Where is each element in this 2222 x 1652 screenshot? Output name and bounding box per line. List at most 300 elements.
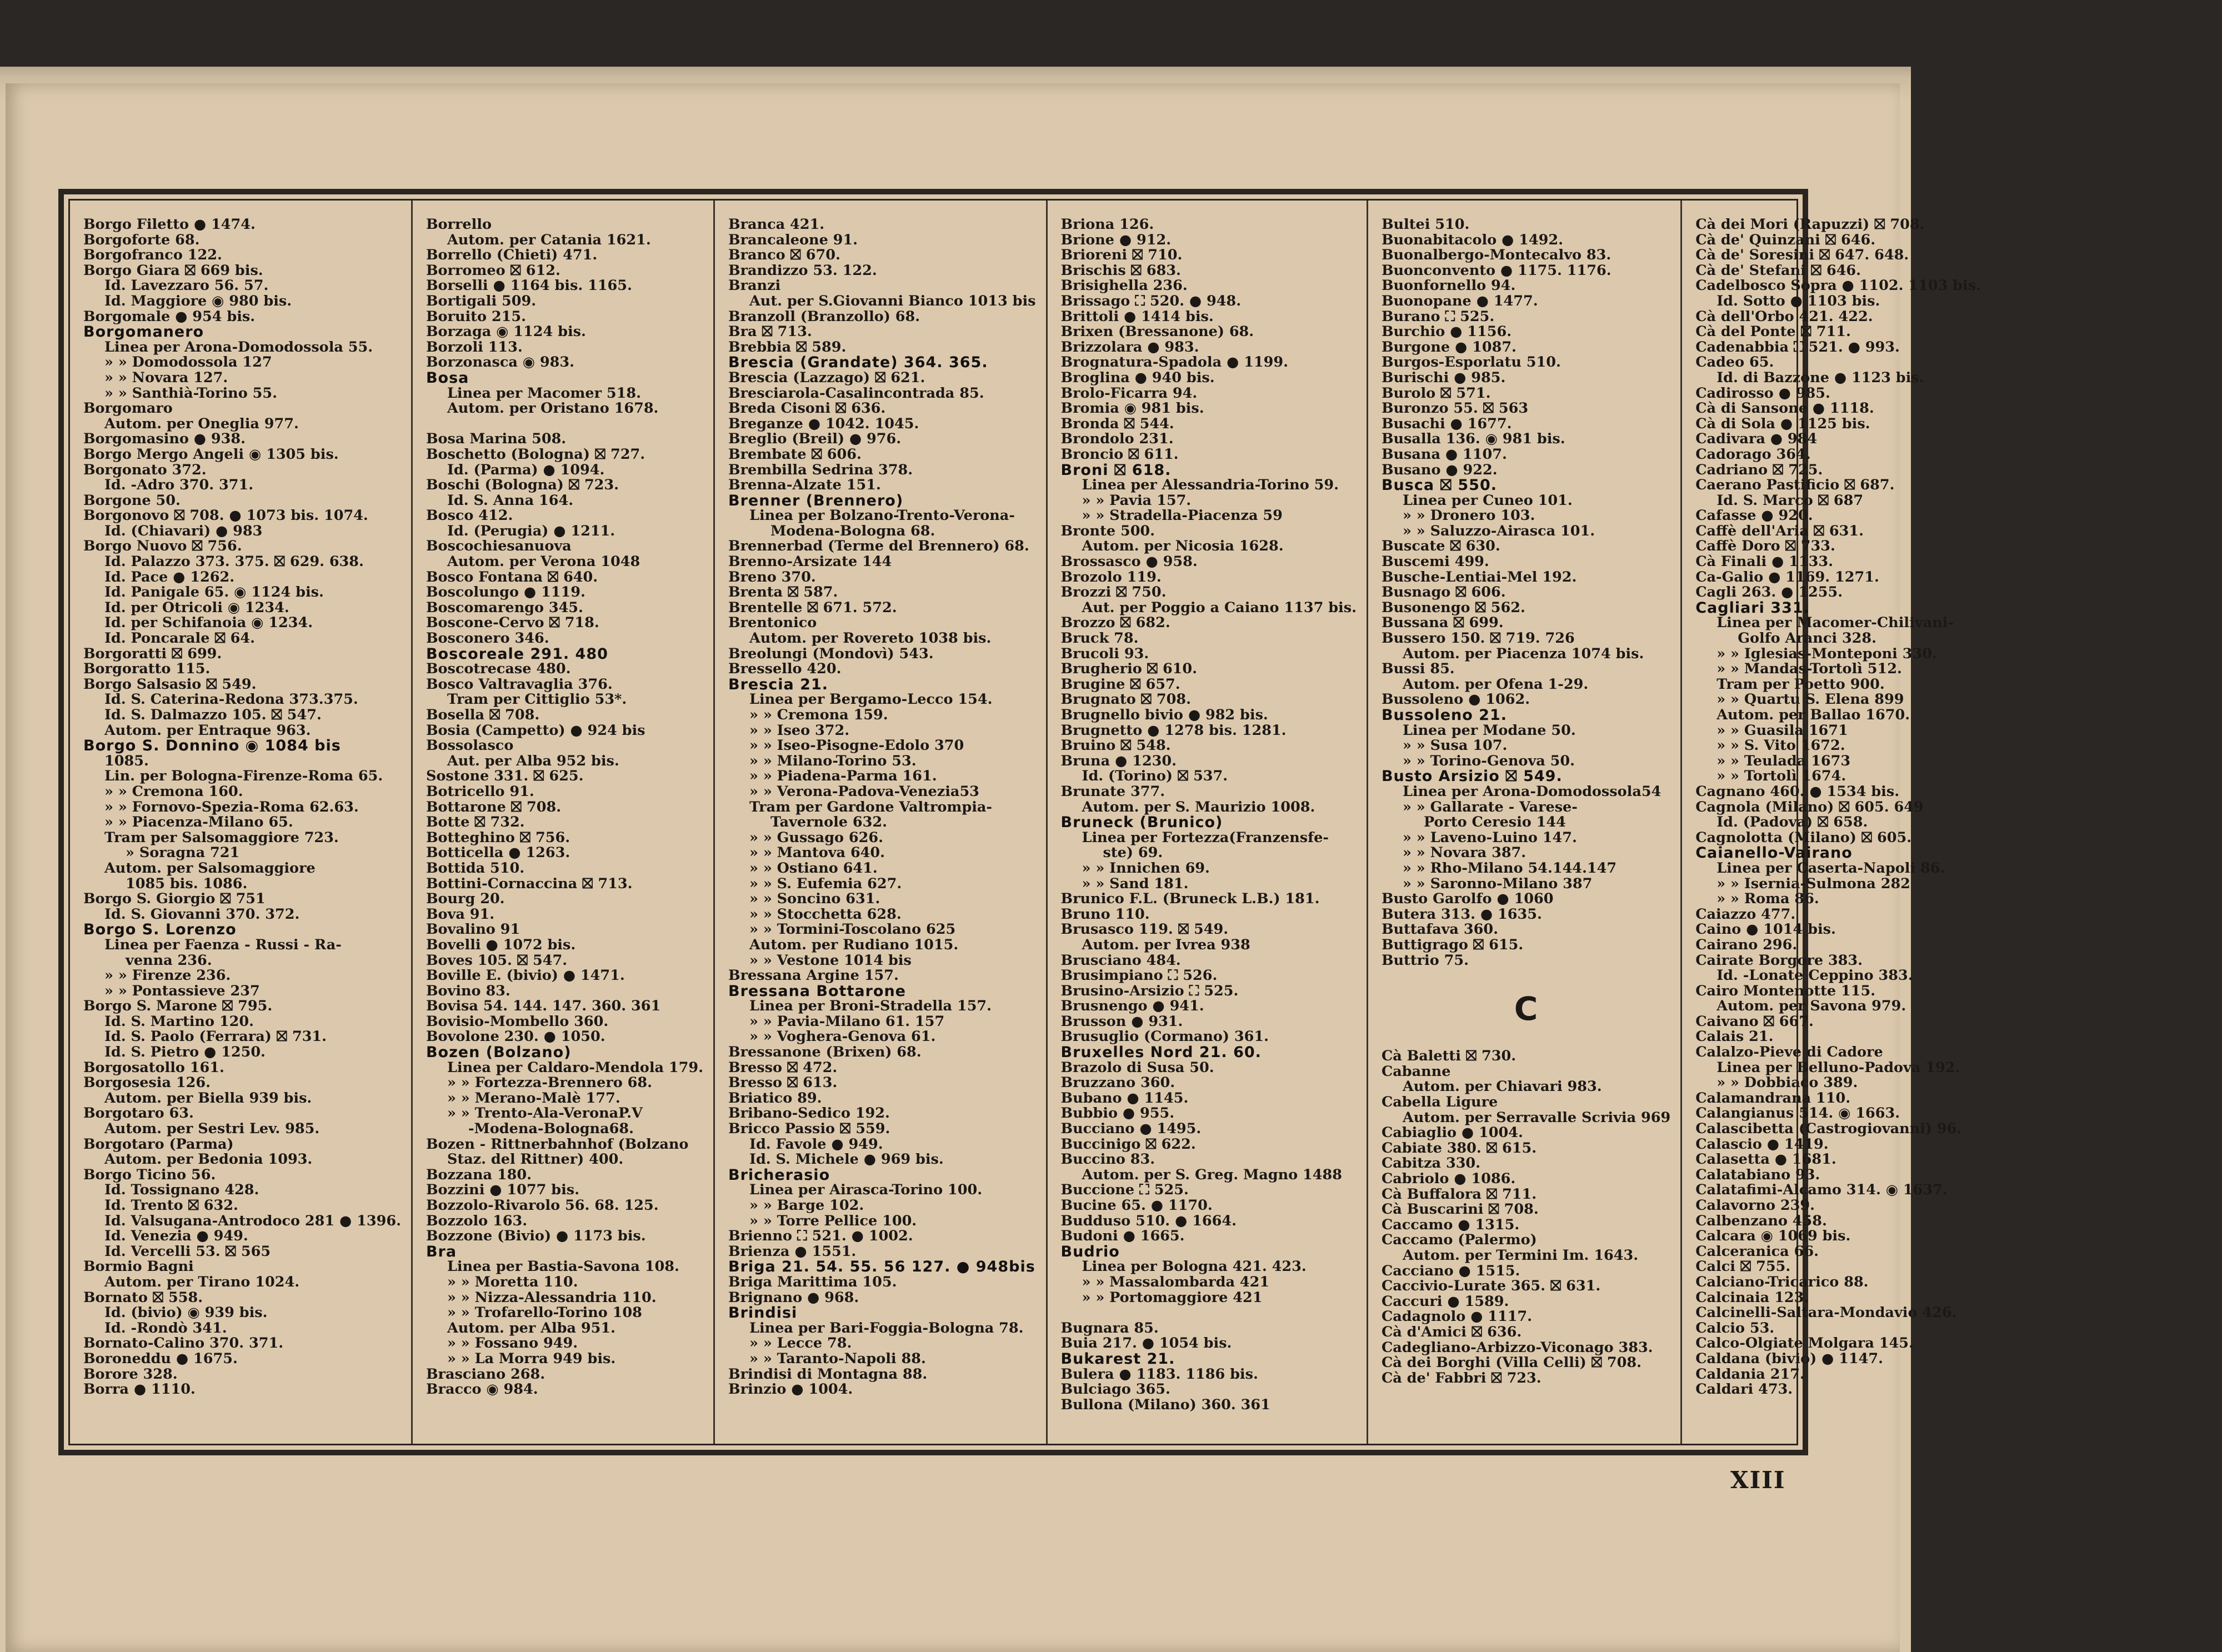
index-entry: Autom. per Catania 1621.: [447, 231, 651, 248]
index-entry: Id. S. Paolo (Ferrara) ⛝ 731.: [104, 1028, 327, 1045]
index-entry: Autom. per Biella 939 bis.: [104, 1089, 312, 1107]
index-entry: Bozen - Rittnerbahnhof (Bolzano: [426, 1135, 689, 1153]
index-entry: Calasetta ● 1681.: [1695, 1151, 1836, 1168]
index-entry: Cagnano 460. ● 1534 bis.: [1695, 783, 1900, 800]
index-entry: » » Merano-Malè 177.: [447, 1089, 620, 1107]
index-entry: Breda Cisoni ⛝ 636.: [728, 400, 886, 417]
index-entry: Bulera ● 1183. 1186 bis.: [1060, 1365, 1258, 1383]
index-entry: Calascio ● 1419.: [1695, 1135, 1829, 1153]
index-entry: Id. Panigale 65. ◉ 1124 bis.: [104, 584, 324, 601]
index-entry: Autom. per Tirano 1024.: [104, 1273, 300, 1290]
section-letter: C: [1514, 989, 1538, 1028]
index-entry: Autom. per Rovereto 1038 bis.: [749, 630, 992, 647]
index-entry: Linea per Caserta-Napoli 86.: [1716, 859, 1945, 877]
index-entry: Id. (Padova) ⛝ 658.: [1716, 814, 1868, 831]
index-entry: Brugherio ⛝ 610.: [1060, 660, 1198, 678]
index-entry: » » Novara 127.: [104, 369, 228, 386]
index-entry: Brusimpiano ⛶ 526.: [1060, 967, 1218, 984]
index-column-6: [1682, 201, 1991, 1444]
index-entry: » » Dronero 103.: [1402, 507, 1535, 524]
index-entry: Cà Finali ● 1133.: [1695, 553, 1833, 570]
index-entry: Botricello 91.: [426, 783, 534, 800]
index-entry: » » Nizza-Alessandria 110.: [447, 1289, 657, 1306]
index-entry: » » S. Eufemia 627.: [749, 875, 902, 892]
index-entry: Brancaleone 91.: [728, 231, 858, 248]
index-entry: Borgosatollo 161.: [83, 1059, 224, 1076]
index-entry: Caccuri ● 1589.: [1381, 1293, 1509, 1310]
index-entry: » » Torre Pellice 100.: [749, 1212, 917, 1229]
index-entry: » » La Morra 949 bis.: [447, 1350, 616, 1367]
index-entry: Buttafava 360.: [1381, 921, 1498, 938]
index-entry: Id. S. Pietro ● 1250.: [104, 1044, 266, 1061]
index-entry: Calco-Olgiate Molgara 145.: [1695, 1335, 1914, 1352]
index-entry: Id. -Rondò 341.: [104, 1319, 227, 1336]
index-entry: Borzonasca ◉ 983.: [426, 354, 575, 371]
index-entry: Brisighella 236.: [1060, 277, 1188, 294]
index-entry: Calcinaia 123.: [1695, 1289, 1809, 1306]
index-entry: » » Gussago 626.: [749, 829, 884, 846]
index-heading: Borgo S. Lorenzo: [83, 921, 237, 939]
index-entry: ste) 69.: [1103, 844, 1163, 862]
index-entry: Borgo S. Marone ⛝ 795.: [83, 998, 273, 1015]
index-entry: Linea per Bastia-Savona 108.: [447, 1258, 679, 1275]
index-entry: Borromeo ⛝ 612.: [426, 262, 560, 279]
index-entry: Brembilla Sedrina 378.: [728, 461, 913, 478]
index-entry: Busano ● 922.: [1381, 461, 1498, 478]
index-entry: Brunico F.L. (Bruneck L.B.) 181.: [1060, 890, 1320, 908]
index-heading: Bruxelles Nord 21. 60.: [1060, 1044, 1262, 1062]
index-entry: Brenna-Alzate 151.: [728, 477, 881, 494]
index-entry: Butera 313. ● 1635.: [1381, 905, 1542, 923]
index-entry: » » Trento-Ala-VeronaP.V: [447, 1105, 643, 1122]
index-entry: » » Guasila 1671: [1716, 722, 1848, 739]
index-entry: Cà dei Mori (Rapuzzi) ⛝ 708.: [1695, 216, 1925, 233]
index-entry: Bultei 510.: [1381, 216, 1470, 233]
index-entry: Bosco 412.: [426, 507, 513, 524]
index-entry: Bovolone 230. ● 1050.: [426, 1028, 605, 1045]
index-entry: » » Mandas-Tortolì 512.: [1716, 660, 1902, 678]
index-entry: » » Soncino 631.: [749, 890, 880, 908]
index-entry: Briatico 89.: [728, 1089, 822, 1107]
page-number: XIII: [1730, 1466, 1786, 1494]
index-entry: » » Piacenza-Milano 65.: [104, 814, 293, 831]
index-entry: » » Novara 387.: [1402, 844, 1527, 862]
index-entry: Bovelli ● 1072 bis.: [426, 936, 576, 953]
index-entry: Id. Favole ● 949.: [749, 1135, 883, 1153]
index-entry: Autom. per Chiavari 983.: [1402, 1078, 1602, 1095]
index-entry: » » Saluzzo-Airasca 101.: [1402, 522, 1595, 539]
index-entry: » » Iseo 372.: [749, 722, 850, 739]
index-entry: Linea per Bergamo-Lecco 154.: [749, 691, 993, 708]
index-entry: Id. S. Anna 164.: [447, 492, 574, 509]
index-entry: Calatabiano 93.: [1695, 1166, 1820, 1183]
index-entry: Linea per Alessandria-Torino 59.: [1082, 477, 1339, 494]
index-entry: [1382, 968, 1670, 984]
index-entry: » » Gallarate - Varese-: [1402, 798, 1578, 815]
index-entry: Cà dei Borghi (Villa Celli) ⛝ 708.: [1381, 1354, 1642, 1371]
index-entry: Ca-Galio ● 1169. 1271.: [1695, 568, 1879, 585]
index-entry: Borgomale ● 954 bis.: [83, 308, 256, 325]
index-entry: Bussana ⛝ 699.: [1381, 614, 1504, 632]
index-entry: Busnago ⛝ 606.: [1381, 584, 1506, 601]
index-entry: Bulciago 365.: [1060, 1381, 1170, 1398]
index-entry: Bornato-Calino 370. 371.: [83, 1335, 284, 1352]
index-entry: Linea per Bologna 421. 423.: [1082, 1258, 1307, 1275]
index-entry: Borgotaro (Parma): [83, 1135, 234, 1153]
index-entry: Brozolo 119.: [1060, 568, 1162, 585]
index-entry: Cadelbosco Sopra ● 1102. 1103 bis.: [1695, 277, 1981, 294]
index-entry: Id. Lavezzaro 56. 57.: [104, 277, 269, 294]
index-entry: Busto Garolfo ● 1060: [1381, 890, 1554, 908]
index-entry: Autom. per S. Greg. Magno 1488: [1082, 1166, 1343, 1183]
index-entry: Borgo Filetto ● 1474.: [83, 216, 256, 233]
index-entry: Tram per Cittiglio 53*.: [447, 691, 627, 708]
index-entry: Bornato ⛝ 558.: [83, 1289, 203, 1306]
index-entry: Bra ⛝ 713.: [728, 323, 812, 341]
index-entry: Brennerbad (Terme del Brennero) 68.: [728, 538, 1029, 555]
index-entry: Brasciano 268.: [426, 1365, 546, 1383]
index-entry: Linea per Broni-Stradella 157.: [749, 998, 992, 1015]
index-entry: Bozzone (Bivio) ● 1173 bis.: [426, 1228, 646, 1245]
index-entry: Autom. per Verona 1048: [447, 553, 640, 570]
index-entry: Borgotaro 63.: [83, 1105, 194, 1122]
index-entry: Calalzo-Pieve di Cadore: [1695, 1044, 1883, 1061]
index-entry: Boscone-Cervo ⛝ 718.: [426, 614, 599, 632]
index-entry: Calatafimi-Alcamo 314. ◉ 1637.: [1695, 1182, 1948, 1199]
index-entry: Tram per Salsomaggiore 723.: [104, 829, 339, 846]
index-entry: Bozzana 180.: [426, 1166, 532, 1183]
index-entry: Cabella Ligure: [1381, 1094, 1498, 1111]
index-entry: Autom. per Ivrea 938: [1082, 936, 1250, 953]
index-entry: Busana ● 1107.: [1381, 445, 1507, 463]
index-entry: Cà del Ponte ⛝ 711.: [1695, 323, 1851, 341]
index-entry: Borgone 50.: [83, 492, 181, 509]
index-entry: Brizzolara ● 983.: [1060, 338, 1199, 356]
index-entry: Bozzolo-Rivarolo 56. 68. 125.: [426, 1197, 659, 1214]
index-heading: Brindisi: [728, 1304, 798, 1322]
index-entry: Branzi: [728, 277, 781, 294]
index-entry: Linea per Macomer 518.: [447, 384, 642, 402]
index-entry: Tavernole 632.: [770, 814, 887, 831]
index-entry: Brione ● 912.: [1060, 231, 1172, 248]
index-entry: » » Portomaggiore 421: [1082, 1289, 1263, 1306]
index-entry: » » Milano-Torino 53.: [749, 752, 917, 769]
index-entry: » » Fortezza-Brennero 68.: [447, 1074, 653, 1092]
index-entry: Borzaga ◉ 1124 bis.: [426, 323, 586, 341]
index-entry: Id. S. Marco ⛝ 687: [1716, 492, 1864, 509]
index-entry: Linea per Bolzano-Trento-Verona-: [749, 507, 1015, 524]
index-entry: Borzoli 113.: [426, 338, 523, 356]
index-entry: Bovalino 91: [426, 921, 521, 938]
index-entry: Brebbia ⛝ 589.: [728, 338, 847, 356]
index-entry: Bubbio ● 955.: [1060, 1105, 1175, 1122]
index-entry: Cà de' Quinzani ⛝ 646.: [1695, 231, 1876, 248]
index-entry: Brondolo 231.: [1060, 430, 1174, 448]
index-entry: Caffè dell'Aria ⛝ 631.: [1695, 522, 1864, 539]
index-entry: Cagli 263. ● 1255.: [1695, 584, 1843, 601]
index-entry: Bressanone (Brixen) 68.: [728, 1044, 922, 1061]
index-entry: Budoni ● 1665.: [1060, 1228, 1185, 1245]
index-entry: Brentelle ⛝ 671. 572.: [728, 599, 897, 616]
index-entry: Cadegliano-Arbizzo-Viconago 383.: [1381, 1339, 1653, 1356]
index-entry: Brienza ● 1551.: [728, 1243, 857, 1260]
index-column-2: [413, 201, 715, 1444]
index-entry: Broglina ● 940 bis.: [1060, 369, 1215, 386]
index-heading: Bra: [426, 1243, 457, 1260]
index-entry: Id. -Adro 370. 371.: [104, 477, 254, 494]
index-entry: Brusciano 484.: [1060, 952, 1181, 969]
index-entry: Bussi 85.: [1381, 660, 1455, 678]
index-entry: Borgofranco 122.: [83, 247, 222, 264]
index-entry: Botticella ● 1263.: [426, 844, 570, 862]
index-entry: » » Tortolì 1674.: [1716, 768, 1846, 785]
index-entry: Staz. del Rittner) 400.: [447, 1151, 624, 1168]
index-entry: Cà di Sola ● 1125 bis.: [1695, 415, 1870, 432]
index-entry: Brescia (Lazzago) ⛝ 621.: [728, 369, 925, 386]
index-frame: [58, 189, 1981, 1455]
index-entry: Boscotrecase 480.: [426, 660, 571, 678]
index-entry: Borrello: [426, 216, 492, 233]
index-entry: Brembate ⛝ 606.: [728, 445, 862, 463]
index-entry: Borgo Salsasio ⛝ 549.: [83, 675, 257, 693]
index-entry: » » Mantova 640.: [749, 844, 885, 862]
index-entry: Calbenzano 458.: [1695, 1212, 1827, 1229]
index-entry: [1382, 1034, 1670, 1049]
index-entry: Boville E. (bivio) ● 1471.: [426, 967, 625, 984]
index-heading: Cagliari 331.: [1695, 599, 1810, 617]
index-entry: Bruck 78.: [1060, 630, 1139, 647]
index-heading: Brenner (Brennero): [728, 492, 904, 509]
index-entry: Calangianus 514. ◉ 1663.: [1695, 1105, 1900, 1122]
index-entry: Linea per Arona-Domodossola54: [1402, 783, 1662, 800]
index-entry: Id. S. Caterina-Redona 373.375.: [104, 691, 358, 708]
index-entry: Borgo Nuovo ⛝ 756.: [83, 538, 242, 555]
index-heading: Bosa: [426, 369, 469, 387]
index-entry: Cairano 296.: [1695, 936, 1798, 953]
index-entry: Bronda ⛝ 544.: [1060, 415, 1174, 432]
index-entry: Id. Tossignano 428.: [104, 1182, 259, 1199]
index-entry: Autom. per Rudiano 1015.: [749, 936, 959, 953]
index-entry: Boschi (Bologna) ⛝ 723.: [426, 477, 619, 494]
index-entry: » » Cremona 159.: [749, 707, 888, 723]
index-entry: » » Fossano 949.: [447, 1335, 578, 1352]
index-entry: Cadriano ⛝ 725.: [1695, 461, 1823, 478]
index-entry: » » Taranto-Napoli 88.: [749, 1350, 926, 1367]
index-entry: Brugnato ⛝ 708.: [1060, 691, 1192, 708]
index-entry: Brusuglio (Cormano) 361.: [1060, 1028, 1269, 1045]
index-entry: Borgo Mergo Angeli ◉ 1305 bis.: [83, 445, 339, 463]
index-entry: Aut. per S.Giovanni Bianco 1013 bis: [749, 292, 1036, 309]
index-entry: Autom. per Nicosia 1628.: [1082, 538, 1284, 555]
index-entry: Brunate 377.: [1060, 783, 1165, 800]
index-entry: Id. di Bazzone ● 1123 bis.: [1716, 369, 1924, 386]
index-entry: Bruzzano 360.: [1060, 1074, 1175, 1092]
index-entry: Borra ● 1110.: [83, 1381, 196, 1398]
index-entry: Bussero 150. ⛝ 719. 726: [1381, 630, 1575, 647]
index-entry: Borgo Ticino 56.: [83, 1166, 216, 1183]
index-entry: Buonabitacolo ● 1492.: [1381, 231, 1564, 248]
index-entry: Id. (Torino) ⛝ 537.: [1082, 768, 1228, 785]
index-heading: Borgo S. Donnino ◉ 1084 bis: [83, 737, 341, 755]
index-entry: Briga Marittima 105.: [728, 1273, 897, 1290]
index-entry: Id. -Lonate Ceppino 383.: [1716, 967, 1913, 984]
index-entry: Id. S. Dalmazzo 105. ⛝ 547.: [104, 707, 322, 723]
index-entry: Burgone ● 1087.: [1381, 338, 1517, 356]
index-entry: Burano ⛶ 525.: [1381, 308, 1495, 325]
index-entry: » » Domodossola 127: [104, 354, 272, 371]
index-entry: » Soragna 721: [126, 844, 240, 862]
index-entry: Caerano Pastificio ⛝ 687.: [1695, 477, 1895, 494]
index-entry: Botte ⛝ 732.: [426, 814, 525, 831]
index-entry: Bucciano ● 1495.: [1060, 1120, 1202, 1138]
index-entry: Boroneddu ● 1675.: [83, 1350, 238, 1367]
index-entry: Bresciarola-Casalincontrada 85.: [728, 384, 984, 402]
index-entry: Id. Poncarale ⛝ 64.: [104, 630, 255, 647]
index-entry: Brozzo ⛝ 682.: [1060, 614, 1170, 632]
index-entry: » » Roma 86.: [1716, 890, 1819, 908]
index-column-3: [715, 201, 1048, 1444]
index-entry: Briona 126.: [1060, 216, 1154, 233]
index-entry: Bozzini ● 1077 bis.: [426, 1182, 579, 1199]
index-entry: Brenta ⛝ 587.: [728, 584, 838, 601]
index-entry: Caccamo (Palermo): [1381, 1232, 1537, 1249]
index-entry: Id. Venezia ● 949.: [104, 1228, 248, 1245]
index-entry: Bottida 510.: [426, 859, 525, 877]
index-entry: » » Saronno-Milano 387: [1402, 875, 1593, 892]
index-entry: Bossolasco: [426, 737, 514, 754]
index-entry: Burchio ● 1156.: [1381, 323, 1512, 341]
index-entry: » » Sand 181.: [1082, 875, 1189, 892]
index-entry: Bruna ● 1230.: [1060, 752, 1177, 769]
index-entry: Bruno 110.: [1060, 905, 1150, 923]
index-entry: Linea per Caldaro-Mendola 179.: [447, 1059, 704, 1076]
index-entry: Id. (Perugia) ● 1211.: [447, 522, 615, 539]
index-entry: Boves 105. ⛝ 547.: [426, 952, 568, 969]
index-entry: Autom. per Salsomaggiore: [104, 859, 316, 877]
index-entry: Borgosesia 126.: [83, 1074, 211, 1092]
index-entry: Borgoforte 68.: [83, 231, 200, 248]
index-entry: » » Tormini-Toscolano 625: [749, 921, 956, 938]
index-entry: Autom. per Ofena 1-29.: [1402, 675, 1589, 693]
index-entry: Borgonato 372.: [83, 461, 207, 478]
index-column-5: [1368, 201, 1682, 1444]
index-entry: Brischis ⛝ 683.: [1060, 262, 1181, 279]
index-entry: Bottarone ⛝ 708.: [426, 798, 562, 815]
index-entry: Cà Baletti ⛝ 730.: [1381, 1048, 1517, 1065]
index-entry: Bricco Passio ⛝ 559.: [728, 1120, 890, 1138]
index-entry: Linea per Belluno-Padova 192.: [1716, 1059, 1960, 1076]
index-entry: » » Rho-Milano 54.144.147: [1402, 859, 1617, 877]
index-entry: Linea per Airasca-Torino 100.: [749, 1182, 983, 1199]
index-entry: Bullona (Milano) 360. 361: [1060, 1396, 1270, 1413]
index-entry: Linea per Faenza - Russi - Ra-: [104, 936, 342, 953]
index-entry: Caccamo ● 1315.: [1381, 1216, 1520, 1233]
index-entry: Autom. per Piacenza 1074 bis.: [1402, 645, 1644, 662]
index-heading: Busto Arsizio ⛝ 549.: [1381, 768, 1563, 785]
index-entry: Brixen (Bressanone) 68.: [1060, 323, 1254, 341]
index-heading: Bukarest 21.: [1060, 1350, 1175, 1368]
index-entry: Id. (bivio) ◉ 939 bis.: [104, 1304, 268, 1321]
index-entry: Brindisi di Montagna 88.: [728, 1365, 928, 1383]
index-entry: Borgo Giara ⛝ 669 bis.: [83, 262, 263, 279]
index-entry: Autom. per Oristano 1678.: [447, 400, 659, 417]
index-entry: Id. (Chiavari) ● 983: [104, 522, 263, 539]
index-entry: Bracco ◉ 984.: [426, 1381, 538, 1398]
index-entry: Bova 91.: [426, 905, 495, 923]
index-entry: Cà d'Amici ⛝ 636.: [1381, 1323, 1522, 1340]
index-entry: Autom. per Termini Im. 1643.: [1402, 1247, 1639, 1264]
index-entry: » » Trofarello-Torino 108: [447, 1304, 642, 1321]
index-entry: Brognatura-Spadola ● 1199.: [1060, 354, 1288, 371]
index-entry: Branco ⛝ 670.: [728, 247, 840, 264]
index-entry: Buonalbergo-Montecalvo 83.: [1381, 247, 1612, 264]
index-entry: Cadirosso ● 985.: [1695, 384, 1830, 402]
index-entry: Borore 328.: [83, 1365, 178, 1383]
index-entry: Bugnara 85.: [1060, 1319, 1159, 1336]
index-columns: [68, 199, 1981, 1445]
index-entry: Breglio (Breil) ● 976.: [728, 430, 902, 448]
index-entry: Cà Buscarini ⛝ 708.: [1381, 1201, 1539, 1218]
index-entry: Boschetto (Bologna) ⛝ 727.: [426, 445, 645, 463]
index-entry: 1085 bis. 1086.: [126, 875, 248, 892]
index-entry: Busachi ● 1677.: [1381, 415, 1512, 432]
index-entry: Brusasco 119. ⛝ 549.: [1060, 921, 1229, 938]
index-entry: Borrello (Chieti) 471.: [426, 247, 598, 264]
index-entry: Bourg 20.: [426, 890, 505, 908]
index-entry: Borgo S. Giorgio ⛝ 751: [83, 890, 266, 908]
index-entry: Cafasse ● 920.: [1695, 507, 1813, 524]
index-entry: Cacciano ● 1515.: [1381, 1262, 1520, 1279]
index-entry: Bosia (Campetto) ● 924 bis: [426, 722, 645, 739]
index-entry: Cadivara ● 984: [1695, 430, 1818, 448]
index-entry: Buronzo 55. ⛝ 563: [1381, 400, 1529, 417]
index-entry: » » Vestone 1014 bis: [749, 952, 912, 969]
index-entry: Brienno ⛶ 521. ● 1002.: [728, 1228, 913, 1245]
index-entry: Brugnetto ● 1278 bis. 1281.: [1060, 722, 1287, 739]
index-entry: -Modena-Bologna68.: [468, 1120, 634, 1138]
index-entry: Buia 217. ● 1054 bis.: [1060, 1335, 1232, 1352]
index-entry: Cabriolo ● 1086.: [1381, 1170, 1516, 1188]
index-entry: Calceranica 66.: [1695, 1243, 1819, 1260]
index-entry: Bozzolo 163.: [426, 1212, 528, 1229]
index-entry: Aut. per Alba 952 bis.: [447, 752, 619, 769]
index-entry: Bosconero 346.: [426, 630, 549, 647]
index-entry: » » Cremona 160.: [104, 783, 243, 800]
index-entry: Brenno-Arsizate 144: [728, 553, 892, 570]
index-entry: » » Isernia-Sulmona 282: [1716, 875, 1910, 892]
index-entry: Brugnello bivio ● 982 bis.: [1060, 707, 1268, 723]
index-entry: Linea per Cuneo 101.: [1402, 492, 1573, 509]
index-heading: Boscoreale 291. 480: [426, 645, 608, 663]
index-entry: Caivano ⛝ 667.: [1695, 1013, 1814, 1030]
index-entry: Bovisa 54. 144. 147. 360. 361: [426, 998, 661, 1015]
index-entry: Bovisio-Mombello 360.: [426, 1013, 609, 1030]
index-entry: Brandizzo 53. 122.: [728, 262, 877, 279]
index-entry: Id. Palazzo 373. 375. ⛝ 629. 638.: [104, 553, 364, 570]
index-entry: 1085.: [104, 752, 149, 769]
index-entry: Busonengo ⛝ 562.: [1381, 599, 1525, 616]
index-entry: Brissago ⛶ 520. ● 948.: [1060, 292, 1242, 309]
index-entry: Calais 21.: [1695, 1028, 1774, 1045]
index-entry: » » Lecce 78.: [749, 1335, 852, 1352]
index-entry: Id. S. Michele ● 969 bis.: [749, 1151, 944, 1168]
index-entry: Brioreni ⛝ 710.: [1060, 247, 1183, 264]
index-entry: Bosella ⛝ 708.: [426, 707, 540, 723]
index-heading: Bruneck (Brunico): [1060, 814, 1223, 832]
index-heading: Broni ⛝ 618.: [1060, 461, 1172, 479]
index-entry: Autom. per Oneglia 977.: [104, 415, 299, 432]
index-entry: Cà de' Stefani ⛝ 646.: [1695, 262, 1861, 279]
